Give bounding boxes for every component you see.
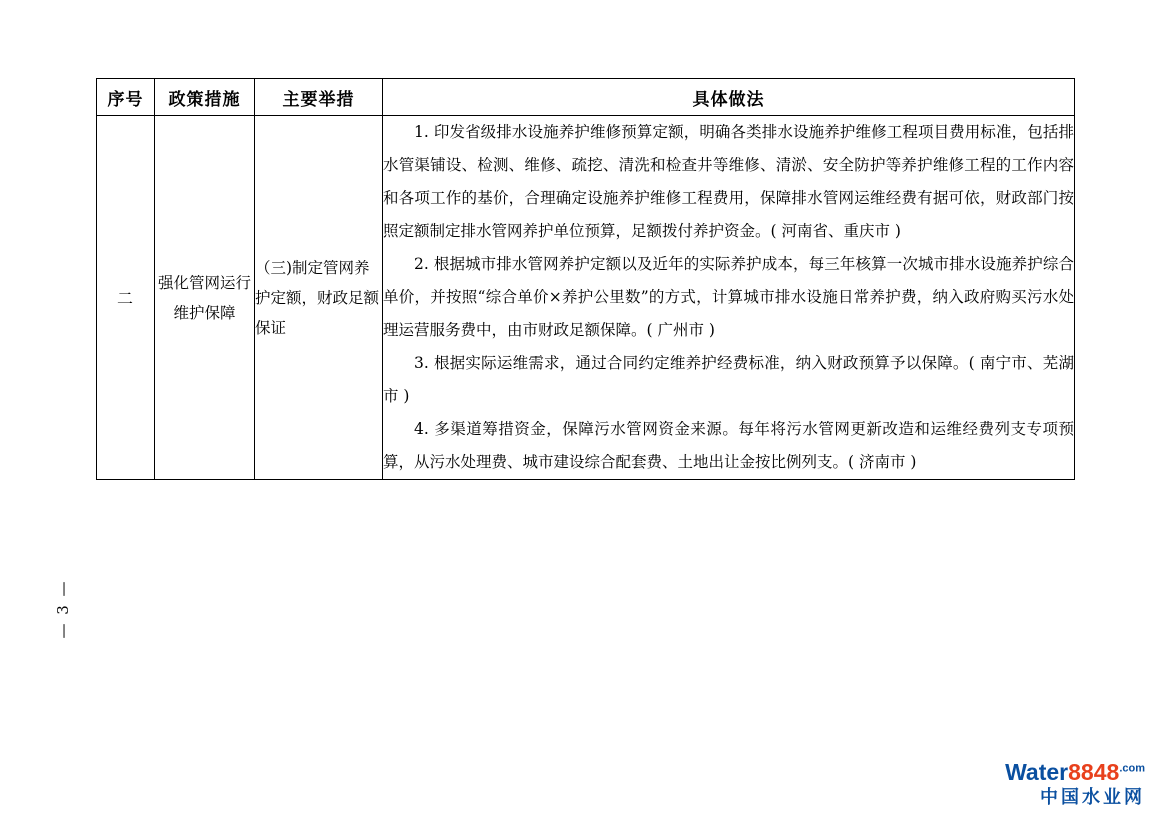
- cell-specific-practices: [383, 116, 1075, 480]
- watermark-brand-number: 8848: [1068, 758, 1120, 785]
- watermark-brand-text: Water: [1005, 758, 1069, 785]
- practice-item-1: 1. 印发省级排水设施养护维修预算定额，明确各类排水设施养护维修工程项目费用标准，包括排水管渠铺设、检测、维修、疏挖、清洗和检查井等维修、清淤、安全防护等养护维修工程的工作内容和各项工作的基价，合理确定设施养护维修工程费用，保障排水管网运维经费有据可依，财政部门按照定额制定排水管网养护单位预算，足额拨付养护资金。( 河南省、重庆市 ): [383, 123, 1074, 240]
- watermark-logo: [1005, 759, 1145, 808]
- practice-item-4: 4. 多渠道筹措资金，保障污水管网资金来源。每年将污水管网更新改造和运维经费列支专项预算，从污水处理费、城市建设综合配套费、土地出让金按比例列支。( 济南市 ): [383, 420, 1074, 471]
- column-header-measure: 主要举措: [255, 79, 383, 116]
- practice-item-2: 2. 根据城市排水管网养护定额以及近年的实际养护成本，每三年核算一次城市排水设施养护综合单价，并按照“综合单价×养护公里数”的方式，计算城市排水设施日常养护费，纳入政府购买污水处理运营服务费中，由市财政足额保障。( 广州市 ): [383, 255, 1074, 339]
- cell-serial-number: 二: [97, 116, 155, 480]
- watermark-brand-line: [1005, 759, 1145, 785]
- cell-main-measure: （三)制定管网养护定额，财政足额保证: [255, 116, 383, 480]
- column-header-policy: 政策措施: [155, 79, 255, 116]
- table-header-row: [97, 79, 1075, 116]
- column-header-no: 序号: [97, 79, 155, 116]
- policy-measures-table: [96, 78, 1075, 480]
- table-row: [97, 116, 1075, 480]
- practice-item-3: 3. 根据实际运维需求，通过合同约定维养护经费标准，纳入财政预算予以保障。( 南宁市、芜湖市 ): [383, 354, 1074, 405]
- cell-policy-measure: 强化管网运行维护保障: [155, 116, 255, 480]
- watermark-brand-cn: 中国水业网: [1040, 787, 1145, 808]
- page-number: — 3 —: [54, 579, 72, 639]
- column-header-detail: 具体做法: [383, 79, 1075, 116]
- watermark-brand-suffix: .com: [1119, 762, 1145, 775]
